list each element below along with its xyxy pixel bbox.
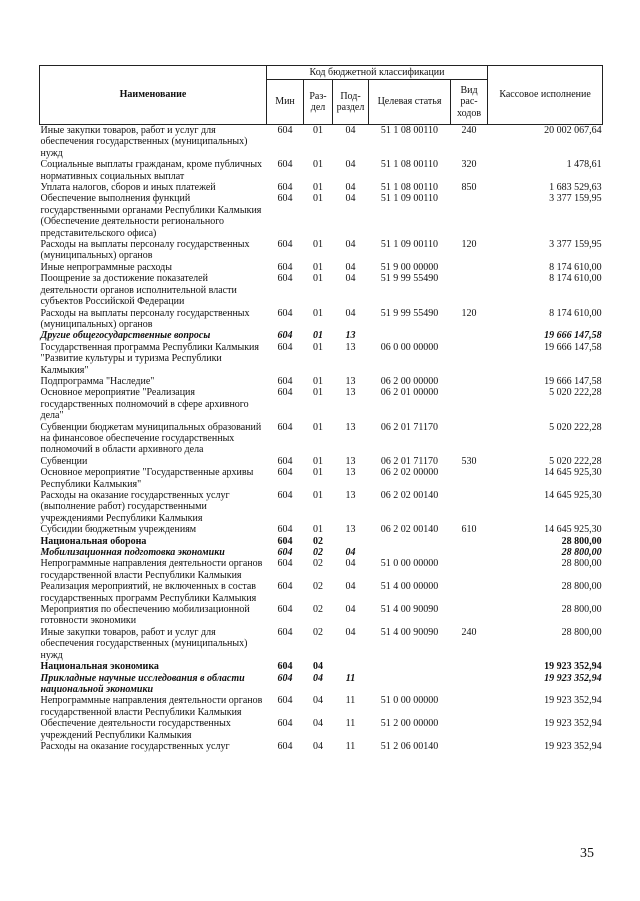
cell-vid: 120 bbox=[461, 239, 477, 251]
cell-amount: 5 020 222,28 bbox=[549, 421, 602, 433]
cell-name: Реализация мероприятий, не включенных в состав государственных программ Республики Калмыкия bbox=[40, 581, 257, 604]
cell-razdel: 01 bbox=[313, 273, 323, 285]
cell-amount: 19 923 352,94 bbox=[544, 672, 602, 684]
table-row bbox=[40, 536, 603, 547]
cell-amount: 19 923 352,94 bbox=[544, 740, 602, 752]
cell-razdel: 01 bbox=[313, 193, 323, 205]
cell-vid bbox=[451, 193, 488, 239]
cell-podrazdel: 04 bbox=[345, 193, 356, 205]
table-row bbox=[40, 467, 603, 490]
cell-amount: 3 377 159,95 bbox=[549, 193, 602, 205]
header-min: Мин bbox=[267, 80, 304, 125]
cell-razdel: 02 bbox=[313, 547, 323, 559]
cell-target bbox=[369, 547, 451, 558]
cell-name: Обеспечение деятельности государственных учреждений Республики Калмыкия bbox=[40, 718, 231, 741]
cell-vid bbox=[451, 387, 488, 421]
cell-name: Подпрограмма "Наследие" bbox=[40, 375, 155, 387]
budget-table bbox=[39, 65, 603, 752]
cell-razdel: 02 bbox=[313, 558, 323, 570]
cell-amount: 28 800,00 bbox=[561, 604, 602, 616]
cell-name: Обеспечение выполнения функций государственными органами Республики Калмыкия (Обеспечение деятельности регионального представительского офиса) bbox=[40, 193, 262, 239]
cell-name: Государственная программа Республики Калмыкия "Развитие культуры и туризма Республики Калмыкия" bbox=[40, 341, 260, 376]
cell-min: 604 bbox=[277, 273, 293, 285]
cell-min: 604 bbox=[277, 421, 293, 433]
cell-amount: 28 800,00 bbox=[561, 535, 602, 547]
cell-amount: 14 645 925,30 bbox=[544, 467, 602, 479]
cell-podrazdel: 04 bbox=[345, 273, 356, 285]
table-row bbox=[40, 456, 603, 467]
cell-razdel: 01 bbox=[313, 341, 323, 353]
cell-amount: 14 645 925,30 bbox=[544, 490, 602, 501]
cell-podrazdel: 04 bbox=[345, 182, 356, 194]
table-row bbox=[40, 330, 603, 341]
cell-vid: 610 bbox=[461, 524, 477, 536]
cell-name: Национальная оборона bbox=[40, 535, 147, 547]
cell-name: Иные закупки товаров, работ и услуг для обеспечения государственных (муниципальных) нужд bbox=[40, 626, 248, 661]
cell-podrazdel: 04 bbox=[345, 558, 356, 570]
cell-razdel: 01 bbox=[313, 455, 323, 467]
cell-vid bbox=[451, 661, 488, 672]
cell-vid bbox=[451, 741, 488, 752]
cell-min: 604 bbox=[277, 490, 293, 501]
table-row bbox=[40, 581, 603, 604]
cell-min: 604 bbox=[277, 455, 293, 467]
cell-target bbox=[369, 536, 451, 547]
cell-amount: 19 923 352,94 bbox=[544, 718, 602, 730]
cell-target: 06 2 01 71170 bbox=[380, 421, 439, 433]
cell-amount: 28 800,00 bbox=[561, 626, 602, 638]
cell-min: 604 bbox=[277, 581, 293, 593]
cell-target: 51 1 09 00110 bbox=[380, 193, 439, 205]
table-row bbox=[40, 262, 603, 273]
cell-vid bbox=[451, 695, 488, 718]
header-name: Наименование bbox=[40, 66, 267, 125]
cell-target bbox=[369, 330, 451, 341]
table-row bbox=[40, 695, 603, 718]
cell-vid bbox=[451, 536, 488, 547]
cell-name: Мероприятия по обеспечению мобилизационной готовности экономики bbox=[40, 604, 250, 627]
cell-vid bbox=[451, 422, 488, 456]
cell-name: Непрограммные направления деятельности органов государственной власти Республики Калмыкия bbox=[40, 558, 263, 581]
cell-vid: 850 bbox=[461, 182, 477, 194]
cell-amount: 28 800,00 bbox=[561, 558, 602, 570]
cell-podrazdel: 13 bbox=[345, 341, 356, 353]
cell-vid: 320 bbox=[461, 159, 477, 171]
cell-podrazdel: 04 bbox=[345, 581, 356, 593]
cell-amount: 14 645 925,30 bbox=[544, 524, 602, 536]
cell-target: 51 1 08 00110 bbox=[380, 182, 439, 194]
cell-podrazdel: 04 bbox=[345, 547, 356, 559]
cell-podrazdel: 04 bbox=[345, 125, 356, 136]
cell-min: 604 bbox=[277, 375, 293, 387]
cell-min: 604 bbox=[277, 524, 293, 536]
cell-amount: 20 002 067,64 bbox=[544, 125, 602, 136]
cell-podrazdel: 11 bbox=[345, 695, 356, 707]
cell-target: 06 0 00 00000 bbox=[380, 341, 439, 353]
cell-vid bbox=[451, 718, 488, 741]
cell-target: 51 0 00 00000 bbox=[380, 558, 439, 570]
cell-name: Основное мероприятие "Реализация государственных полномочий в сфере архивного дела" bbox=[40, 387, 249, 422]
cell-name: Субвенции bbox=[40, 455, 88, 467]
table-body bbox=[40, 125, 603, 753]
cell-target: 06 2 02 00000 bbox=[380, 467, 439, 479]
cell-razdel: 01 bbox=[313, 307, 323, 319]
cell-name: Субвенции бюджетам муниципальных образований на финансовое обеспечение государственных полномочий в области архивного дела bbox=[40, 421, 262, 456]
cell-amount: 28 800,00 bbox=[561, 581, 602, 593]
cell-min: 604 bbox=[277, 695, 293, 707]
cell-amount: 19 666 147,58 bbox=[544, 330, 602, 342]
table-row bbox=[40, 376, 603, 387]
header-cash: Кассовое исполнение bbox=[488, 66, 603, 125]
cell-razdel: 04 bbox=[313, 695, 323, 707]
cell-target: 06 2 02 00140 bbox=[380, 490, 439, 501]
cell-min: 604 bbox=[277, 718, 293, 730]
cell-razdel: 01 bbox=[313, 159, 323, 171]
table-row bbox=[40, 558, 603, 581]
cell-razdel: 04 bbox=[313, 661, 323, 673]
cell-vid bbox=[451, 673, 488, 696]
header-vid: Вид рас-ходов bbox=[451, 80, 488, 125]
table-row bbox=[40, 661, 603, 672]
table-row bbox=[40, 182, 603, 193]
table-row bbox=[40, 627, 603, 661]
cell-min: 604 bbox=[277, 661, 293, 673]
cell-razdel: 01 bbox=[313, 524, 323, 536]
cell-min: 604 bbox=[277, 125, 293, 136]
cell-min: 604 bbox=[277, 558, 293, 570]
cell-target: 51 9 00 00000 bbox=[380, 261, 439, 273]
cell-min: 604 bbox=[277, 193, 293, 205]
table-row bbox=[40, 308, 603, 331]
cell-razdel: 01 bbox=[313, 330, 323, 342]
cell-min: 604 bbox=[277, 387, 293, 399]
table-row bbox=[40, 125, 603, 160]
table-row bbox=[40, 387, 603, 421]
cell-razdel: 01 bbox=[313, 125, 323, 136]
cell-name: Расходы на выплаты персоналу государственных (муниципальных) органов bbox=[40, 239, 250, 262]
cell-razdel: 01 bbox=[313, 421, 323, 433]
cell-min: 604 bbox=[277, 261, 293, 273]
cell-target: 51 1 08 00110 bbox=[380, 159, 439, 171]
cell-name: Национальная экономика bbox=[40, 661, 159, 673]
cell-razdel: 04 bbox=[313, 718, 323, 730]
cell-podrazdel: 13 bbox=[345, 421, 356, 433]
cell-target: 51 4 00 90090 bbox=[380, 626, 439, 638]
cell-min: 604 bbox=[277, 182, 293, 194]
cell-name: Иные закупки товаров, работ и услуг для обеспечения государственных (муниципальных) нужд bbox=[40, 125, 248, 159]
cell-vid bbox=[451, 604, 488, 627]
cell-vid bbox=[451, 376, 488, 387]
cell-razdel: 04 bbox=[313, 740, 323, 752]
table-row bbox=[40, 239, 603, 262]
cell-target: 51 9 99 55490 bbox=[380, 307, 439, 319]
cell-target: 51 9 99 55490 bbox=[380, 273, 439, 285]
page-number: 35 bbox=[580, 846, 594, 861]
cell-amount: 3 377 159,95 bbox=[549, 239, 602, 251]
cell-name: Мобилизационная подготовка экономики bbox=[40, 547, 225, 559]
cell-razdel: 01 bbox=[313, 182, 323, 194]
cell-name: Другие общегосударственные вопросы bbox=[40, 330, 211, 342]
cell-amount: 8 174 610,00 bbox=[549, 261, 602, 273]
cell-razdel: 01 bbox=[313, 375, 323, 387]
table-row bbox=[40, 604, 603, 627]
cell-vid bbox=[451, 558, 488, 581]
cell-amount: 19 923 352,94 bbox=[544, 661, 602, 673]
cell-amount: 8 174 610,00 bbox=[549, 307, 602, 319]
cell-min: 604 bbox=[277, 239, 293, 251]
cell-name: Непрограммные направления деятельности органов государственной власти Республики Калмыкия bbox=[40, 695, 263, 718]
cell-name: Социальные выплаты гражданам, кроме публичных нормативных социальных выплат bbox=[40, 159, 263, 182]
cell-min: 604 bbox=[277, 740, 293, 752]
cell-name: Расходы на оказание государственных услуг bbox=[40, 740, 230, 752]
cell-vid bbox=[451, 273, 488, 307]
cell-vid: 240 bbox=[461, 626, 477, 638]
cell-podrazdel: 13 bbox=[345, 330, 356, 342]
cell-amount: 19 923 352,94 bbox=[544, 695, 602, 707]
cell-name: Расходы на оказание государственных услуг (выполнение работ) государственными учреждениями Республики Калмыкия bbox=[40, 490, 230, 524]
cell-min: 604 bbox=[277, 672, 293, 684]
cell-target: 06 2 01 00000 bbox=[380, 387, 439, 399]
cell-razdel: 04 bbox=[313, 672, 323, 684]
cell-target bbox=[369, 661, 451, 672]
cell-target: 51 1 09 00110 bbox=[380, 239, 439, 251]
cell-name: Расходы на выплаты персоналу государственных (муниципальных) органов bbox=[40, 307, 250, 330]
cell-podrazdel: 13 bbox=[345, 467, 356, 479]
cell-podrazdel: 13 bbox=[345, 375, 356, 387]
table-row bbox=[40, 524, 603, 535]
cell-min: 604 bbox=[277, 159, 293, 171]
cell-razdel: 02 bbox=[313, 604, 323, 616]
cell-amount: 5 020 222,28 bbox=[549, 455, 602, 467]
cell-razdel: 02 bbox=[313, 535, 323, 547]
table-row bbox=[40, 273, 603, 307]
cell-podrazdel: 11 bbox=[345, 672, 356, 684]
cell-razdel: 02 bbox=[313, 626, 323, 638]
cell-podrazdel: 04 bbox=[345, 239, 356, 251]
cell-min: 604 bbox=[277, 467, 293, 479]
cell-name: Иные непрограммные расходы bbox=[40, 261, 172, 273]
cell-target: 06 2 02 00140 bbox=[380, 524, 439, 536]
cell-amount: 28 800,00 bbox=[561, 547, 602, 559]
table-row bbox=[40, 741, 603, 752]
cell-podrazdel: 11 bbox=[345, 718, 356, 730]
cell-amount: 19 666 147,58 bbox=[544, 375, 602, 387]
cell-podrazdel: 04 bbox=[345, 604, 356, 616]
header-podrazdel: Под-раздел bbox=[333, 80, 369, 125]
cell-target: 06 2 01 71170 bbox=[380, 455, 439, 467]
cell-target bbox=[369, 673, 451, 696]
cell-vid: 530 bbox=[461, 455, 477, 467]
cell-target: 51 4 00 00000 bbox=[380, 581, 439, 593]
table-row bbox=[40, 673, 603, 696]
table-header bbox=[40, 66, 603, 125]
cell-target: 51 2 00 00000 bbox=[380, 718, 439, 730]
cell-amount: 8 174 610,00 bbox=[549, 273, 602, 285]
cell-vid bbox=[451, 330, 488, 341]
header-code-group: Код бюджетной классификации bbox=[267, 66, 488, 80]
cell-min: 604 bbox=[277, 547, 293, 559]
cell-amount: 1 478,61 bbox=[566, 159, 602, 171]
cell-podrazdel bbox=[333, 661, 369, 672]
table-row bbox=[40, 422, 603, 456]
cell-min: 604 bbox=[277, 535, 293, 547]
cell-vid bbox=[451, 467, 488, 490]
cell-vid bbox=[451, 547, 488, 558]
cell-razdel: 02 bbox=[313, 581, 323, 593]
cell-podrazdel: 04 bbox=[345, 261, 356, 273]
cell-podrazdel: 13 bbox=[345, 490, 356, 501]
cell-vid bbox=[451, 490, 488, 524]
cell-podrazdel: 13 bbox=[345, 387, 356, 399]
table-row bbox=[40, 193, 603, 239]
cell-vid bbox=[451, 342, 488, 376]
cell-target: 51 1 08 00110 bbox=[380, 125, 439, 136]
cell-name: Субсидии бюджетным учреждениям bbox=[40, 524, 197, 536]
cell-razdel: 01 bbox=[313, 490, 323, 501]
cell-min: 604 bbox=[277, 341, 293, 353]
cell-razdel: 01 bbox=[313, 261, 323, 273]
cell-target: 51 4 00 90090 bbox=[380, 604, 439, 616]
cell-razdel: 01 bbox=[313, 387, 323, 399]
cell-min: 604 bbox=[277, 330, 293, 342]
cell-razdel: 01 bbox=[313, 239, 323, 251]
cell-min: 604 bbox=[277, 626, 293, 638]
cell-target: 51 2 06 00140 bbox=[380, 740, 439, 752]
cell-podrazdel: 13 bbox=[345, 455, 356, 467]
cell-vid bbox=[451, 581, 488, 604]
table-row bbox=[40, 342, 603, 376]
table-row bbox=[40, 159, 603, 182]
cell-min: 604 bbox=[277, 307, 293, 319]
cell-amount: 5 020 222,28 bbox=[549, 387, 602, 399]
cell-razdel: 01 bbox=[313, 467, 323, 479]
header-razdel: Раз-дел bbox=[304, 80, 333, 125]
cell-podrazdel bbox=[333, 536, 369, 547]
cell-vid: 120 bbox=[461, 307, 477, 319]
cell-podrazdel: 04 bbox=[345, 159, 356, 171]
table-row bbox=[40, 718, 603, 741]
cell-name: Поощрение за достижение показателей деятельности органов исполнительной власти субъектов Российской Федерации bbox=[40, 273, 237, 308]
cell-name: Прикладные научные исследования в области национальной экономики bbox=[40, 672, 245, 695]
cell-vid bbox=[451, 262, 488, 273]
cell-podrazdel: 04 bbox=[345, 626, 356, 638]
cell-amount: 19 666 147,58 bbox=[544, 341, 602, 353]
table-row bbox=[40, 547, 603, 558]
cell-name: Основное мероприятие "Государственные архивы Республики Калмыкия" bbox=[40, 467, 254, 490]
cell-target: 51 0 00 00000 bbox=[380, 695, 439, 707]
cell-min: 604 bbox=[277, 604, 293, 616]
cell-podrazdel: 11 bbox=[345, 740, 356, 752]
header-target: Целевая статья bbox=[369, 80, 451, 125]
cell-name: Уплата налогов, сборов и иных платежей bbox=[40, 182, 216, 194]
cell-podrazdel: 04 bbox=[345, 307, 356, 319]
cell-target: 06 2 00 00000 bbox=[380, 375, 439, 387]
cell-vid: 240 bbox=[461, 125, 477, 136]
cell-podrazdel: 13 bbox=[345, 524, 356, 536]
cell-amount: 1 683 529,63 bbox=[549, 182, 602, 194]
table-row bbox=[40, 490, 603, 524]
